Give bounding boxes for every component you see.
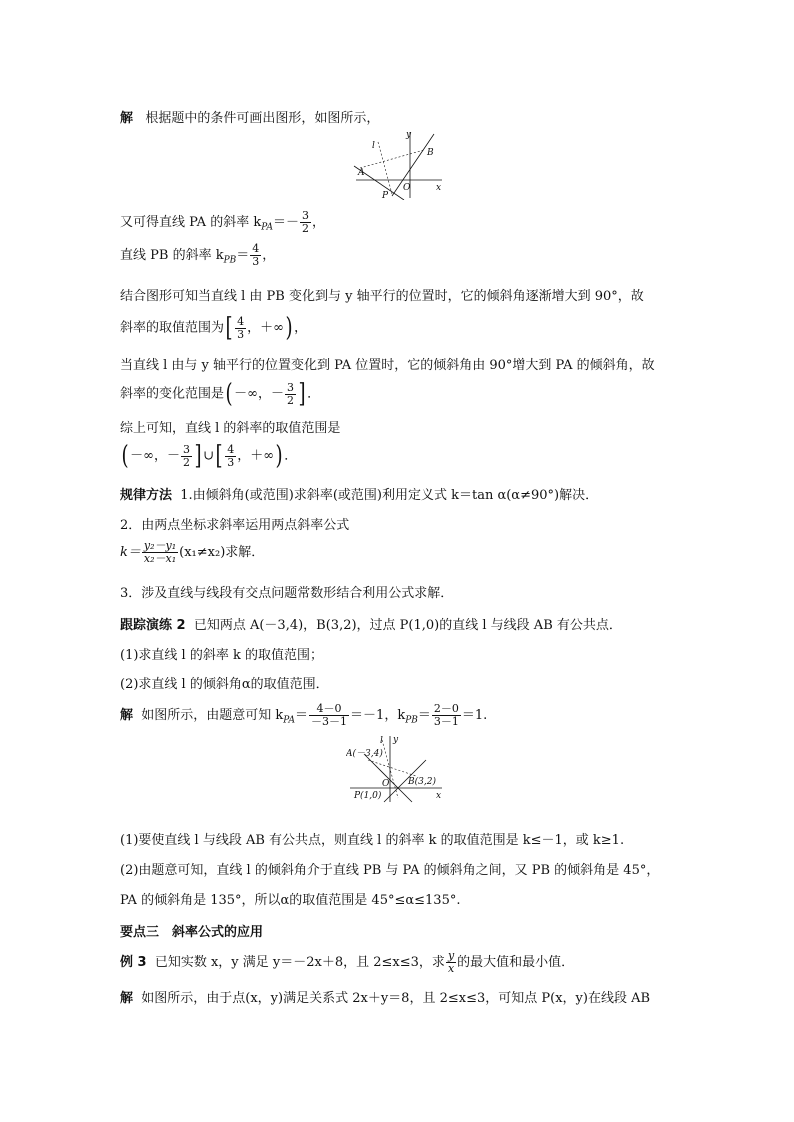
example-solution-label: 解 — [120, 991, 134, 1006]
practice-solution-label: 解 — [120, 708, 134, 723]
frac-num: 3 — [301, 209, 309, 222]
fig2-label-x: x — [436, 791, 442, 801]
fig1-segment-ab — [360, 150, 424, 168]
bracket-open: ( — [121, 441, 129, 471]
method-1-text: 1.由倾斜角(或范围)求斜率(或范围)利用定义式 k＝tan α(α≠90°)解决． — [180, 488, 599, 503]
fig2-label-l: l — [380, 736, 383, 746]
example-3 — [120, 950, 574, 975]
sub-pa: PA — [283, 715, 296, 726]
method-3: 3．涉及直线与线段有交点问题常数形结合利用公式求解． — [120, 586, 454, 601]
slope-pa-line — [120, 210, 325, 237]
example-text-a: 已知实数 x，y 满足 y＝－2x＋8，且 2≤x≤3，求 — [154, 955, 445, 970]
slope-pa-fraction — [300, 210, 311, 235]
solution-intro-text: 根据题中的条件可画出图形，如图所示， — [145, 111, 380, 126]
fig2-segment-ab — [368, 760, 416, 776]
summary-text: 综上可知，直线 l 的斜率的取值范围是 — [120, 421, 341, 436]
paragraph-2b-text: 斜率的变化范围是 — [120, 386, 225, 402]
section-title: 要点三 斜率公式的应用 — [120, 925, 264, 940]
frac-den: x — [447, 962, 455, 975]
paragraph-1b-text: 斜率的取值范围为 — [120, 320, 225, 336]
frac-num: 4 — [237, 314, 245, 328]
sol-mid: ＝－1，k — [350, 708, 406, 723]
practice-answer-2b: PA 的倾斜角是 135°，所以α的取值范围是 45°≤α≤135°. — [120, 893, 461, 908]
kpb-fraction — [432, 703, 461, 728]
method-2-formula — [120, 540, 264, 565]
practice-answer-1: (1)要使直线 l 与线段 AB 有公共点，则直线 l 的斜率 k 的取值范围是 k≤－1，或 k≥1. — [120, 833, 625, 848]
bracket-open: [ — [215, 441, 223, 471]
frac-num: 4 — [227, 442, 235, 456]
bracket-open: [ — [225, 313, 233, 343]
range1-tail: ，＋∞ — [247, 320, 285, 336]
summary-range — [120, 443, 297, 469]
method-title: 规律方法 — [120, 488, 173, 503]
example-solution-text: 如图所示，由于点(x，y)满足关系式 2x＋y＝8，且 2≤x≤3，可知点 P(x，y)在线段 AB — [141, 991, 651, 1006]
example-solution — [120, 990, 650, 1008]
fig2-label-o: O — [382, 779, 390, 789]
kpa-fraction — [309, 703, 349, 728]
figure-2 — [346, 732, 446, 804]
paragraph-1b — [120, 315, 307, 341]
sum-end: ． — [284, 448, 298, 464]
formula-tail: (x₁≠x₂)求解． — [179, 545, 265, 560]
frac-num: 4 — [252, 242, 260, 255]
frac-den: 3－1 — [433, 715, 459, 728]
bracket-close: ) — [275, 441, 283, 471]
fig2-label-a: A(－3,4) — [346, 749, 383, 759]
paragraph-1b-end: ， — [294, 320, 308, 336]
frac-den: 2 — [183, 455, 190, 469]
frac-num: 2－0 — [433, 702, 459, 715]
slope-pb-sub: PB — [223, 255, 237, 266]
practice-solution — [120, 703, 487, 730]
frac-den: 3 — [237, 327, 245, 341]
fig1-label-l: l — [372, 141, 375, 151]
bracket-open: ( — [225, 379, 233, 409]
frac-den: 3 — [252, 255, 260, 268]
fig2-label-p: P(1,0) — [354, 791, 382, 801]
fig1-label-a: A — [358, 168, 365, 178]
formula-fraction — [142, 540, 178, 565]
bracket-close: ) — [285, 313, 293, 343]
example-label: 例 3 — [120, 955, 147, 970]
frac-den: x₂－x₁ — [143, 552, 177, 565]
paragraph-2b-end: ． — [307, 386, 321, 402]
practice-stem-text: 已知两点 A(－3,4)，B(3,2)，过点 P(1,0)的直线 l 与线段 AB 有公共点． — [193, 618, 622, 633]
solution-intro — [120, 110, 379, 128]
frac-den: 3 — [227, 455, 235, 469]
frac-den: 2 — [287, 393, 295, 407]
fig1-label-b: B — [427, 148, 434, 158]
example-fraction — [446, 950, 456, 975]
fig1-line-l — [378, 142, 392, 194]
eq-1: ＝ — [295, 708, 309, 723]
bracket-close: ] — [298, 379, 306, 409]
practice-title: 跟踪演练 2 — [120, 618, 186, 633]
method-2: 2．由两点坐标求斜率运用两点斜率公式 — [120, 518, 350, 533]
formula-k: k＝ — [120, 545, 141, 560]
frac-den: 2 — [301, 222, 309, 235]
slope-pa-text: 又可得直线 PA 的斜率 k — [120, 215, 262, 230]
slope-pb-fraction — [250, 243, 261, 268]
slope-pb-line — [120, 243, 275, 270]
frac-num: 4－0 — [309, 703, 349, 716]
fig1-label-x: x — [436, 183, 442, 193]
range1-fraction — [235, 316, 246, 341]
slope-pa-end: ， — [311, 215, 325, 230]
sub-pb: PB — [405, 715, 418, 726]
practice-q1: (1)求直线 l 的斜率 k 的取值范围； — [120, 648, 323, 663]
fig1-label-o: O — [403, 183, 411, 193]
bracket-close: ] — [194, 441, 202, 471]
slope-pb-eq: ＝ — [236, 248, 250, 263]
frac-den: －3－1 — [311, 715, 348, 728]
practice-solution-text: 如图所示，由题意可知 k — [141, 708, 284, 723]
paragraph-2a: 当直线 l 由与 y 轴平行的位置变化到 PA 位置时，它的倾斜角由 90°增大到 PA 的倾斜角，故 — [120, 358, 655, 373]
frac-num: y₂－y₁ — [143, 539, 177, 552]
sum-fraction-1 — [181, 444, 192, 469]
sum-tail: ，＋∞ — [237, 448, 275, 464]
sum-head: －∞，－ — [130, 448, 180, 464]
solution-label: 解 — [120, 111, 134, 126]
fig1-label-y: y — [406, 130, 412, 140]
frac-num: 3 — [183, 442, 190, 456]
paragraph-2b — [120, 381, 320, 407]
paragraph-1a: 结合图形可知当直线 l 由 PB 变化到与 y 轴平行的位置时，它的倾斜角逐渐增大到 90°，故 — [120, 289, 644, 304]
practice-stem — [120, 617, 622, 635]
slope-pb-end: ， — [262, 248, 276, 263]
practice-q2: (2)求直线 l 的倾斜角α的取值范围． — [120, 677, 329, 692]
frac-num: 3 — [287, 380, 295, 394]
fig2-label-y: y — [393, 735, 399, 745]
sol-end: ＝1. — [461, 708, 488, 723]
fig1-label-p: P — [382, 191, 389, 200]
range2-head: －∞，－ — [234, 386, 285, 402]
slope-pb-text: 直线 PB 的斜率 k — [120, 248, 224, 263]
slope-pa-sub: PA — [261, 222, 273, 233]
sum-fraction-2 — [225, 444, 236, 469]
union-symbol: ∪ — [203, 448, 215, 464]
slope-pa-eq: ＝－ — [272, 215, 299, 230]
eq-2: ＝ — [417, 708, 431, 723]
figure-1 — [348, 128, 448, 200]
range2-fraction — [285, 382, 296, 407]
frac-num: y — [447, 949, 455, 962]
example-text-b: 的最大值和最小值． — [457, 955, 575, 970]
practice-answer-2a: (2)由题意可知，直线 l 的倾斜角介于直线 PB 与 PA 的倾斜角之间，又 PB 的倾斜角是 45°， — [120, 863, 660, 878]
fig1-line-pb — [392, 134, 434, 196]
method-1 — [120, 487, 598, 505]
fig2-label-b: B(3,2) — [408, 777, 436, 787]
